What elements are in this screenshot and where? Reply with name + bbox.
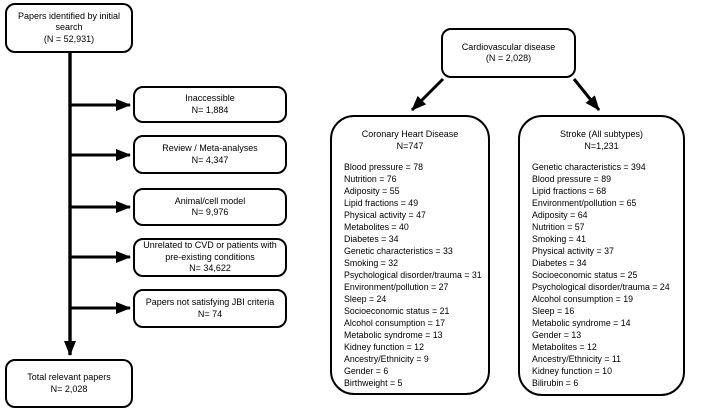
risk-factor-line: Nutrition = 57: [532, 222, 585, 232]
stroke-count: N=1,231: [584, 141, 619, 151]
risk-factor-line: Genetic characteristics = 394: [532, 162, 646, 172]
risk-factor-line: Socioeconomic status = 21: [344, 306, 450, 316]
risk-factor-line: Adiposity = 64: [532, 210, 588, 220]
initial-search-box: [5, 3, 133, 53]
exclusion-label: Papers not satisfying JBI criteria: [145, 297, 275, 307]
risk-factor-line: Lipid fractions = 68: [532, 186, 607, 196]
risk-factor-line: Blood pressure = 78: [344, 162, 423, 172]
risk-factor-line: Physical activity = 47: [344, 210, 426, 220]
chd-branch-box: [330, 115, 490, 395]
exclusion-box-jbi: [133, 289, 287, 328]
risk-factor-line: Birthweight = 5: [344, 378, 403, 388]
risk-factor-line: Kidney function = 12: [344, 342, 424, 352]
stroke-branch-box: [518, 115, 685, 396]
total-papers-box: [5, 359, 133, 408]
exclusion-box-review: [133, 135, 287, 174]
risk-factor-line: Socioeconomic status = 25: [532, 270, 638, 280]
exclusion-label: Review / Meta-analyses: [162, 143, 258, 153]
cvd-to-chd-arrow: [412, 79, 443, 110]
chd-count: N=747: [396, 141, 424, 151]
exclusion-label: Inaccessible: [185, 93, 235, 103]
stroke-risk-factor-list: [524, 161, 679, 389]
exclusion-count: N= 34,622: [189, 263, 231, 274]
risk-factor-line: Ancestry/Ethnicity = 9: [344, 354, 429, 364]
risk-factor-line: Gender = 13: [532, 330, 582, 340]
risk-factor-line: Environment/pollution = 27: [344, 282, 449, 292]
risk-factor-line: Diabetes = 34: [344, 234, 399, 244]
risk-factor-line: Ancestry/Ethnicity = 11: [532, 354, 622, 364]
risk-factor-line: Nutrition = 76: [344, 174, 397, 184]
exclusion-box-unrelated: [133, 238, 287, 277]
risk-factor-line: Smoking = 32: [344, 258, 399, 268]
risk-factor-line: Psychological disorder/trauma = 24: [532, 282, 670, 292]
cvd-root-label: Cardiovascular disease: [461, 41, 556, 52]
risk-factor-line: Diabetes = 34: [532, 258, 587, 268]
stroke-title: Stroke (All subtypes): [559, 129, 644, 139]
initial-search-label: Papers identified by initial search: [17, 10, 121, 33]
risk-factor-line: Adiposity = 55: [344, 186, 400, 196]
risk-factor-line: Sleep = 24: [344, 294, 387, 304]
initial-search-count: (N = 52,931): [43, 33, 95, 44]
risk-factor-line: Metabolites = 12: [532, 342, 597, 352]
risk-factor-line: Metabolic syndrome = 13: [344, 330, 443, 340]
exclusion-count: N= 4,347: [191, 154, 229, 165]
risk-factor-line: Environment/pollution = 65: [532, 198, 637, 208]
risk-factor-line: Metabolic syndrome = 14: [532, 318, 631, 328]
chd-risk-factor-list: [336, 161, 484, 389]
risk-factor-line: Gender = 6: [344, 366, 389, 376]
risk-factor-line: Bilirubin = 6: [532, 378, 579, 388]
exclusion-count: N= 9,976: [191, 207, 229, 217]
risk-factor-line: Metabolites = 40: [344, 222, 409, 232]
risk-factor-line: Sleep = 16: [532, 306, 575, 316]
cvd-root-count: (N = 2,028): [485, 53, 532, 63]
total-papers-label: Total relevant papers: [27, 372, 111, 382]
exclusion-label: Unrelated to CVD or patients with pre-existing conditions: [143, 240, 277, 262]
risk-factor-line: Lipid fractions = 49: [344, 198, 419, 208]
risk-factor-line: Kidney function = 10: [532, 366, 612, 376]
risk-factor-line: Psychological disorder/trauma = 31: [344, 270, 482, 280]
risk-factor-line: Alcohol consumption = 19: [532, 294, 633, 304]
risk-factor-line: Blood pressure = 89: [532, 174, 611, 184]
chd-title: Coronary Heart Disease: [361, 129, 459, 139]
risk-factor-line: Genetic characteristics = 33: [344, 246, 453, 256]
risk-factor-line: Alcohol consumption = 17: [344, 318, 445, 328]
exclusion-box-inaccessible: [133, 86, 287, 123]
total-papers-count: N= 2,028: [50, 383, 88, 394]
exclusion-box-animal: [133, 188, 287, 226]
risk-factor-line: Smoking = 41: [532, 234, 587, 244]
cvd-to-stroke-arrow: [574, 79, 599, 110]
exclusion-count: N= 1,884: [191, 104, 229, 115]
cvd-root-box: [441, 28, 576, 78]
risk-factor-line: Physical activity = 37: [532, 246, 614, 256]
exclusion-count: N= 74: [197, 308, 223, 319]
exclusion-label: Animal/cell model: [174, 195, 246, 206]
